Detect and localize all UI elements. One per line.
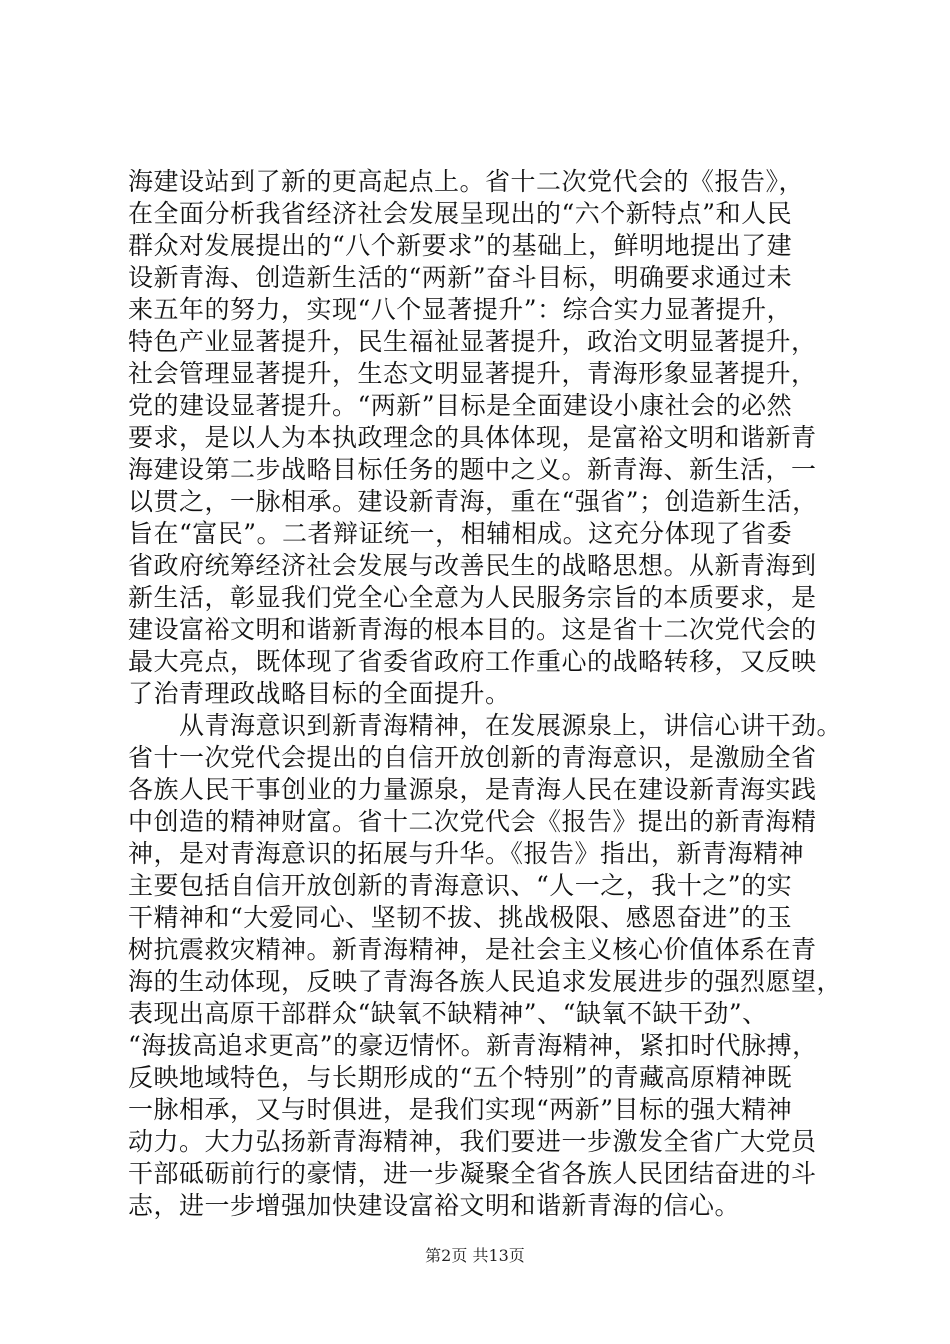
text-line: “海拔高追求更高”的豪迈情怀。新青海精神，紧扣时代脉搏， — [128, 1031, 818, 1060]
text-line: 特色产业显著提升，民生福祉显著提升，政治文明显著提升， — [128, 327, 817, 356]
text-line: 海建设第二步战略目标任务的题中之义。新青海、新生活，一 — [128, 455, 817, 484]
text-line: 反映地域特色，与长期形成的“五个特别”的青藏高原精神既 — [128, 1063, 793, 1092]
text-line: 主要包括自信开放创新的青海意识、“人一之，我十之”的实 — [128, 871, 793, 900]
text-line: 省十一次党代会提出的自信开放创新的青海意识，是激励全省 — [128, 743, 817, 772]
text-line: 干部砥砺前行的豪情，进一步凝聚全省各族人民团结奋进的斗 — [128, 1159, 817, 1188]
text-line: 以贯之，一脉相承。建设新青海，重在“强省”；创造新生活， — [128, 487, 818, 516]
text-line: 表现出高原干部群众“缺氧不缺精神”、“缺氧不缺干劲”、 — [128, 999, 768, 1028]
text-line: 一脉相承，又与时俱进，是我们实现“两新”目标的强大精神 — [128, 1095, 793, 1124]
text-line: 树抗震救灾精神。新青海精神，是社会主义核心价值体系在青 — [128, 935, 817, 964]
text-line: 动力。大力弘扬新青海精神，我们要进一步激发全省广大党员 — [128, 1127, 817, 1156]
text-line: 海建设站到了新的更高起点上。省十二次党代会的《报告》， — [128, 167, 805, 196]
text-line: 旨在“富民”。二者辩证统一，相辅相成。这充分体现了省委 — [128, 519, 793, 548]
text-line: 神，是对青海意识的拓展与升华。《报告》指出，新青海精神 — [128, 839, 805, 868]
text-line: 了治青理政战略目标的全面提升。 — [128, 679, 511, 708]
text-line: 建设富裕文明和谐新青海的根本目的。这是省十二次党代会的 — [128, 615, 817, 644]
text-line: 要求，是以人为本执政理念的具体体现，是富裕文明和谐新青 — [128, 423, 817, 452]
text-line: 各族人民干事创业的力量源泉，是青海人民在建设新青海实践 — [128, 775, 817, 804]
text-line: 设新青海、创造新生活的“两新”奋斗目标，明确要求通过未 — [128, 263, 793, 292]
text-line: 群众对发展提出的“八个新要求”的基础上，鲜明地提出了建 — [128, 231, 793, 260]
text-line: 新生活，彰显我们党全心全意为人民服务宗旨的本质要求，是 — [128, 583, 817, 612]
page-number-footer: 第2页 共13页 — [425, 1246, 525, 1265]
body-text — [128, 166, 843, 1222]
text-line: 来五年的努力，实现“八个显著提升”：综合实力显著提升， — [128, 295, 793, 324]
paragraph-start-line: 从青海意识到新青海精神，在发展源泉上，讲信心讲干劲。 — [128, 711, 843, 740]
text-line: 中创造的精神财富。省十二次党代会《报告》提出的新青海精 — [128, 807, 817, 836]
text-line: 干精神和“大爱同心、坚韧不拔、挑战极限、感恩奋进”的玉 — [128, 903, 793, 932]
text-line: 海的生动体现，反映了青海各族人民追求发展进步的强烈愿望， — [128, 967, 843, 996]
text-line: 志，进一步增强加快建设富裕文明和谐新青海的信心。 — [128, 1191, 741, 1220]
text-line: 党的建设显著提升。“两新”目标是全面建设小康社会的必然 — [128, 391, 793, 420]
text-line: 社会管理显著提升，生态文明显著提升，青海形象显著提升， — [128, 359, 817, 388]
text-line: 在全面分析我省经济社会发展呈现出的“六个新特点”和人民 — [128, 199, 793, 228]
text-line: 最大亮点，既体现了省委省政府工作重心的战略转移，又反映 — [128, 647, 817, 676]
text-line: 省政府统筹经济社会发展与改善民生的战略思想。从新青海到 — [128, 551, 817, 580]
